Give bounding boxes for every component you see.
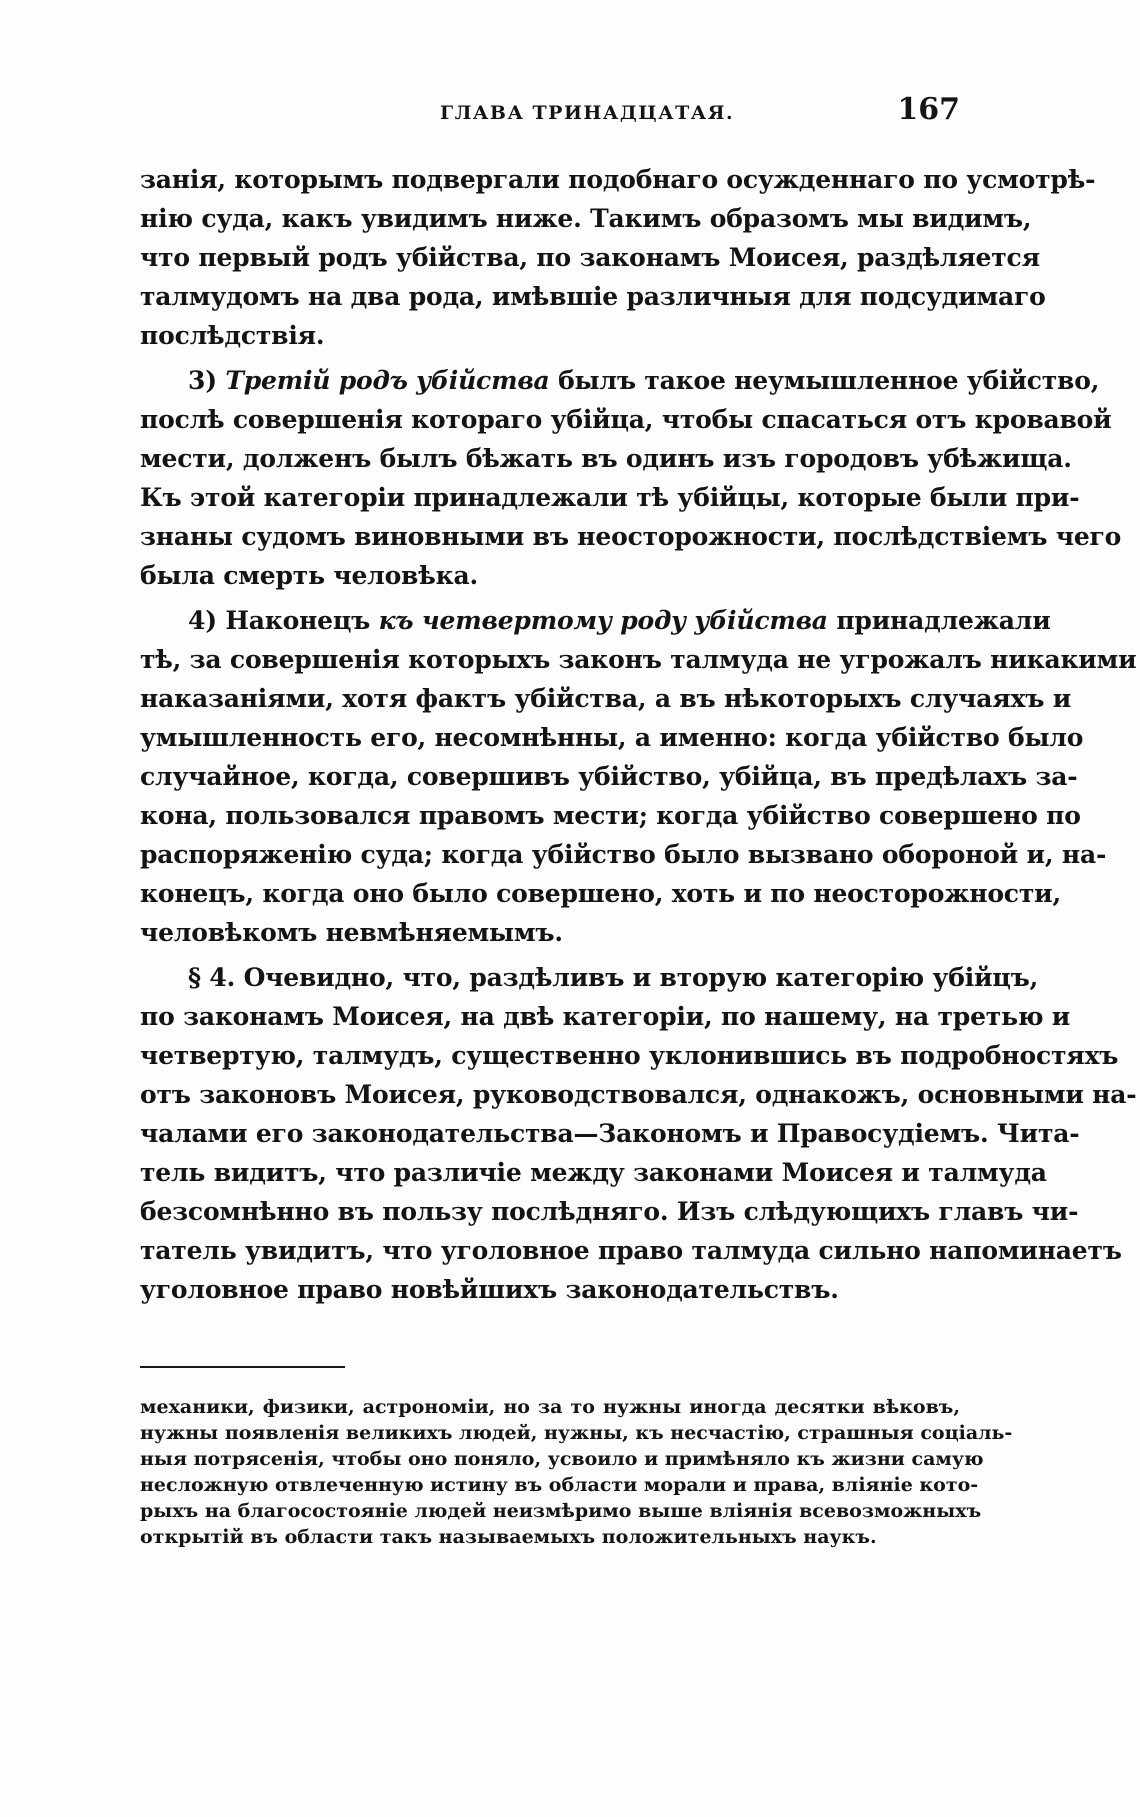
footnote-line: рыхъ на благосостояніе людей неизмѣримо выше вліянія всевозможныхъ	[140, 1500, 982, 1522]
text-line: была смерть человѣка.	[140, 561, 478, 590]
paragraph-number: 3)	[188, 366, 217, 395]
text-line: татель увидитъ, что уголовное право талмуда сильно напоминаетъ	[140, 1236, 1122, 1265]
text-line: конецъ, когда оно было совершено, хоть и по неосторожности,	[140, 879, 1061, 908]
text-line: отъ законовъ Моисея, руководствовался, однакожъ, основными на-	[140, 1080, 1137, 1109]
text-line: Къ этой категоріи принадлежали тѣ убійцы, которые были при-	[140, 483, 1080, 512]
text-line: нію суда, какъ увидимъ ниже. Такимъ образомъ мы видимъ,	[140, 204, 1032, 233]
text-line: четвертую, талмудъ, существенно уклонившись въ подробностяхъ	[140, 1041, 1119, 1070]
text-line: талмудомъ на два рода, имѣвшіе различныя для подсудимаго	[140, 282, 1046, 311]
text-segment: принадлежали	[836, 606, 1051, 635]
text-line: знаны судомъ виновными въ неосторожности, послѣдствіемъ чего	[140, 522, 1122, 551]
text-segment: 4) Наконецъ	[188, 606, 371, 635]
text-line: уголовное право новѣйшихъ законодательствъ.	[140, 1275, 839, 1304]
footnote-line: ныя потрясенія, чтобы оно поняло, усвоило и примѣняло къ жизни самую	[140, 1448, 984, 1470]
footnote-line: нужны появленія великихъ людей, нужны, къ несчастію, страшныя соціаль-	[140, 1422, 1013, 1444]
text-line: мести, долженъ былъ бѣжать въ одинъ изъ городовъ убѣжища.	[140, 444, 1072, 473]
text-line: распоряженію суда; когда убійство было вызвано обороной и, на-	[140, 840, 1107, 869]
text-line: по законамъ Моисея, на двѣ категоріи, по нашему, на третью и	[140, 1002, 1071, 1031]
text-line: случайное, когда, совершивъ убійство, убійца, въ предѣлахъ за-	[140, 762, 1078, 791]
page-number: 167	[897, 92, 960, 127]
text-line: умышленность его, несомнѣнны, а именно: когда убійство было	[140, 723, 1084, 752]
text-line: тель видитъ, что различіе между законами Моисея и талмуда	[140, 1158, 1047, 1187]
text-line: безсомнѣнно въ пользу послѣдняго. Изъ слѣдующихъ главъ чи-	[140, 1197, 1079, 1226]
main-text	[140, 160, 1137, 1309]
footnote-line: несложную отвлеченную истину въ области морали и права, вліяніе кото-	[140, 1474, 979, 1496]
text-line: тѣ, за совершенія которыхъ законъ талмуда не угрожалъ никакими	[140, 645, 1137, 674]
emphasis-text: къ четвертому роду убійства	[378, 606, 828, 635]
text-line: послѣдствія.	[140, 321, 325, 350]
text-line: § 4. Очевидно, что, раздѣливъ и вторую категорію убійцъ,	[188, 963, 1039, 992]
text-segment: былъ такое неумышленное убійство,	[558, 366, 1100, 395]
running-head	[140, 92, 960, 132]
text-line: чалами его законодательства—Закономъ и Правосудіемъ. Чита-	[140, 1119, 1080, 1148]
text-line: послѣ совершенія котораго убійца, чтобы спасаться отъ кровавой	[140, 405, 1112, 434]
text-line: занія, которымъ подвергали подобнаго осужденнаго по усмотрѣ-	[140, 165, 1096, 194]
text-line	[140, 361, 1100, 400]
text-line: человѣкомъ невмѣняемымъ.	[140, 918, 563, 947]
text-line	[140, 601, 1051, 640]
chapter-title: ГЛАВА ТРИНАДЦАТАЯ.	[440, 102, 735, 124]
footnote-line: открытій въ области такъ называемыхъ положительныхъ наукъ.	[140, 1526, 877, 1548]
footnote	[140, 1394, 1013, 1550]
text-line: что первый родъ убійства, по законамъ Моисея, раздѣляется	[140, 243, 1040, 272]
text-line: наказаніями, хотя фактъ убійства, а въ нѣкоторыхъ случаяхъ и	[140, 684, 1072, 713]
footnote-line: механики, физики, астрономіи, но за то нужны иногда десятки вѣковъ,	[140, 1396, 960, 1418]
text-line: кона, пользовался правомъ мести; когда убійство совершено по	[140, 801, 1081, 830]
footnote-divider	[140, 1366, 345, 1368]
emphasis-text: Третій родъ убійства	[225, 366, 550, 395]
